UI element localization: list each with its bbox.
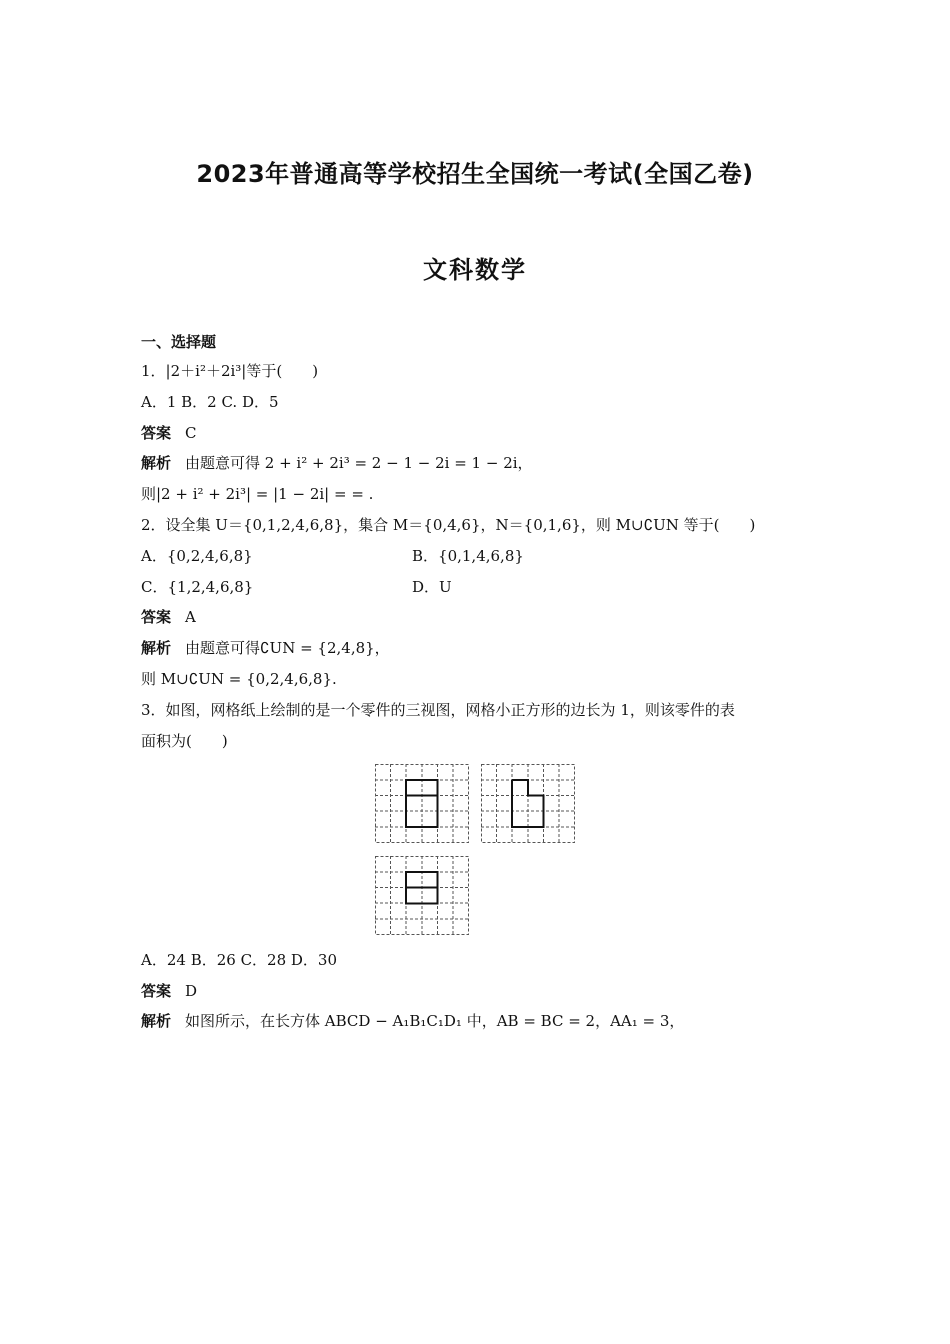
q2-option-c: C．{1,2,4,6,8} xyxy=(141,578,254,596)
section-heading: 一、选择题 xyxy=(141,333,217,351)
q2-analysis-2: 则 M∪∁UN = {0,2,4,6,8}. xyxy=(141,670,337,688)
subject-title: 文科数学 xyxy=(423,256,527,284)
side-view-figure xyxy=(481,764,576,843)
analysis-text: 由题意可得∁UN = {2,4,8}， xyxy=(185,639,390,657)
q2-option-d: D．U xyxy=(412,578,452,596)
analysis-text: 如图所示，在长方体 ABCD − A₁B₁C₁D₁ 中，AB = BC = 2，AA₁ = 3， xyxy=(185,1012,685,1030)
q3-options: A．24 B．26 C．28 D．30 xyxy=(141,951,338,969)
q3-analysis-1 xyxy=(141,1011,684,1031)
q1-analysis-2: 则|2 + i² + 2i³| = |1 − 2i| = = . xyxy=(141,485,374,503)
answer-label: 答案 xyxy=(141,608,172,626)
q2-answer xyxy=(141,607,196,627)
front-view-figure xyxy=(375,764,470,843)
q2-option-b: B．{0,1,4,6,8} xyxy=(412,547,524,565)
q2-option-a: A．{0,2,4,6,8} xyxy=(141,547,253,565)
answer-value: D xyxy=(185,982,198,1000)
q3-stem-2: 面积为( ) xyxy=(141,732,228,750)
answer-label: 答案 xyxy=(141,982,172,1000)
q2-analysis-1 xyxy=(141,638,390,658)
q3-answer xyxy=(141,981,197,1001)
q1-options: A．1 B．2 C. D．5 xyxy=(141,393,279,411)
answer-label: 答案 xyxy=(141,424,172,442)
q1-answer xyxy=(141,423,197,443)
analysis-label: 解析 xyxy=(141,1012,172,1030)
q1-analysis-1 xyxy=(141,453,533,473)
q1-stem: 1．|2＋i²＋2i³|等于( ) xyxy=(141,362,319,380)
analysis-text: 由题意可得 2 + i² + 2i³ = 2 − 1 − 2i = 1 − 2i， xyxy=(185,454,533,472)
top-view-figure xyxy=(375,856,470,936)
answer-value: C xyxy=(185,424,197,442)
exam-title: 2023年普通高等学校招生全国统一考试(全国乙卷) xyxy=(196,160,754,188)
q3-stem-1: 3．如图，网格纸上绘制的是一个零件的三视图，网格小正方形的边长为 1，则该零件的表 xyxy=(141,701,735,719)
analysis-label: 解析 xyxy=(141,639,172,657)
q2-stem: 2．设全集 U＝{0,1,2,4,6,8}，集合 M＝{0,4,6}，N＝{0,1,6}，则 M∪∁UN 等于( ) xyxy=(141,516,756,534)
answer-value: A xyxy=(185,608,196,626)
analysis-label: 解析 xyxy=(141,454,172,472)
